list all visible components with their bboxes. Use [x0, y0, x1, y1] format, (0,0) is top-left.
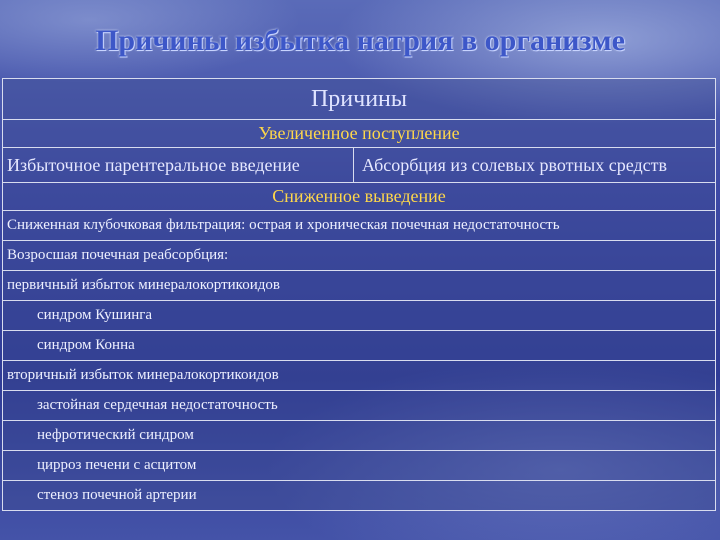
increased-intake-heading: Увеличенное поступление [3, 120, 716, 148]
list-row [3, 481, 716, 511]
decreased-excretion-heading: Сниженное выведение [3, 183, 716, 211]
section-row [3, 183, 716, 211]
table-header-row [3, 79, 716, 120]
intake-pair-row [3, 148, 716, 183]
list-row [3, 301, 716, 331]
list-row [3, 391, 716, 421]
list-item: застойная сердечная недостаточность [3, 391, 716, 421]
list-row [3, 241, 716, 271]
list-row [3, 211, 716, 241]
list-item: цирроз печени с асцитом [3, 451, 716, 481]
list-row [3, 421, 716, 451]
list-item: синдром Конна [3, 331, 716, 361]
list-item: стеноз почечной артерии [3, 481, 716, 511]
emetic-absorption-cell: Абсорбция из солевых рвотных средств [354, 148, 716, 183]
section-row [3, 120, 716, 148]
causes-header: Причины [3, 79, 716, 120]
list-row [3, 271, 716, 301]
list-item: нефротический синдром [3, 421, 716, 451]
causes-table [2, 78, 716, 511]
list-item: Сниженная клубочковая фильтрация: острая и хроническая почечная недостаточность [3, 211, 716, 241]
list-item: первичный избыток минералокортикоидов [3, 271, 716, 301]
list-item: Возросшая почечная реабсорбция: [3, 241, 716, 271]
slide-title: Причины избытка натрия в организме [95, 24, 625, 57]
list-item: вторичный избыток минералокортикоидов [3, 361, 716, 391]
list-row [3, 451, 716, 481]
list-row [3, 361, 716, 391]
parenteral-cell: Избыточное парентеральное введение [3, 148, 354, 183]
list-row [3, 331, 716, 361]
list-item: синдром Кушинга [3, 301, 716, 331]
